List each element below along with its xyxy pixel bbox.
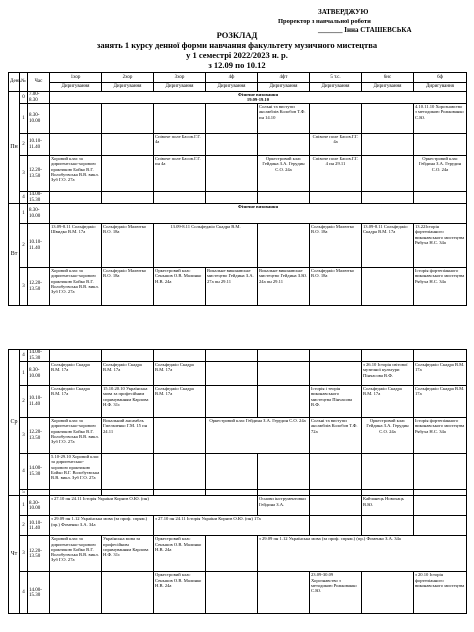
lesson-cell: Хоровий клас за диригентсько-хоровою практикою Бойко В.Г. Волобуєвська В.В. викл. Зуб Г.О. 27а [50, 268, 102, 306]
subheader: Диригування [206, 83, 258, 92]
lesson-cell: Сольфеджіо Малютко В.О. 18а [102, 224, 154, 268]
time-slot: 10.10-11.40 [28, 224, 50, 268]
lesson-cell: Оркестровий клас Сеньшов О.В. Малинко Н.В. 24а [154, 268, 206, 306]
time-slot: 8.30-10.00 [28, 104, 50, 134]
approve-label: ЗАТВЕРДЖУЮ [318, 8, 369, 16]
lesson-cell [102, 134, 154, 156]
lesson-cell [362, 516, 414, 536]
lesson-cell [206, 386, 258, 418]
lesson-cell: 13.09-8.11 Сольфеджіо Скадра В.М. 17а [362, 224, 414, 268]
time-slot: 14.00-15.30 [28, 192, 50, 204]
group-header: 1хор [50, 73, 102, 83]
lesson-cell: Співоче поле Басов.Г.Г. 4а [154, 134, 206, 156]
pair-number: 2 [20, 224, 28, 268]
time-slot: 10.10-11.40 [28, 134, 50, 156]
title-sub: занять 1 курсу денної форми навчання факультету музичного мистецтва [96, 40, 378, 50]
num-header: № [20, 73, 28, 92]
lesson-cell: Сольфеджіо Скадра В.М. 17а [50, 386, 102, 418]
time-slot: 10.10-11.40 [28, 516, 50, 536]
lesson-cell: Історія фортепіанного виконавського мистецтва Рябуха Н.С. 34а [414, 418, 467, 454]
lesson-cell [310, 516, 362, 536]
lesson-cell [258, 224, 310, 268]
lesson-cell: з 27.10 пн 24.11 Історія України Корнєв О.Ю. (пн) 17а [154, 516, 310, 536]
lesson-cell [414, 516, 467, 536]
pair-number: 5 [20, 490, 28, 496]
lesson-cell: 23.09-30.09 Хорознавство з методикою Рожкованко С.Ю. [310, 572, 362, 614]
lesson-cell: Сольфеджіо Малютко В.О. 18а [310, 224, 362, 268]
pair-number: 1 [20, 496, 28, 516]
lesson-cell [414, 134, 467, 156]
lesson-cell [206, 572, 258, 614]
lesson-cell: Сольні та виступи ансамблів Колобов Т.Ф. пн 14.10 [258, 104, 310, 134]
lesson-cell: Оркестровий клас Гейдина З.А. Герудин С.О. 24а [362, 418, 414, 454]
lesson-cell: Оркестровий клас Гейдина З.А. Герудин С.О. 24а [258, 156, 310, 192]
pair-number: 3 [20, 418, 28, 454]
lesson-cell [50, 92, 467, 104]
lesson-cell [258, 362, 310, 386]
time-slot: 12.20-13.50 [28, 156, 50, 192]
pair-number: 2 [20, 386, 28, 418]
time-slot: 7.00-8.30 [28, 92, 50, 104]
day-tuesday: Вт [9, 204, 20, 306]
lesson-cell: Сольфеджіо Скадра В.М. 17а [362, 386, 414, 418]
lesson-cell: Історія фортепіанного виконавського мистецтва Рябуха Н.С. 34а [414, 268, 467, 306]
lesson-cell [50, 572, 102, 614]
time-slot: 8.30-10.00 [28, 362, 50, 386]
title-semester: у 1 семестрі 2022/2023 н. р. [186, 50, 288, 60]
pair-number: 4 [20, 454, 28, 490]
lesson-cell: Оркестровий клас Сеньшов О.В. Малинко Н.В. 24а [154, 536, 206, 572]
lesson-cell [102, 454, 154, 490]
lesson-cell: Хоровий клас за диригентсько-хоровою практикою Бойко В.Г. Волобуєвська В.В. викл. Зуб Г.О. 27а [50, 156, 102, 192]
pair-number: 4 [20, 192, 28, 204]
document-title [0, 30, 474, 70]
lesson-cell: Сольфеджіо Скадра В.М. 17а [102, 362, 154, 386]
lesson-cell: Основи інструментовки Гейдина З.А. [258, 496, 310, 516]
lesson-cell: з 27.10 пн 24.11 Історія України Корнєв О.Ю. (пн) [50, 496, 258, 516]
lesson-cell [258, 572, 310, 614]
day-thursday: Чт [9, 496, 20, 614]
lesson-cell: Сольфеджіо Малютко В.О. 18а [102, 268, 154, 306]
lesson-cell [154, 418, 206, 454]
lesson-cell [310, 192, 362, 204]
lesson-cell [102, 156, 154, 192]
group-header: 4фт [258, 73, 310, 83]
lesson-cell: Українська мова за професійним спрямуванням Карлова Н.Ф. 31с [102, 536, 154, 572]
time-slot: 14.00-15.30 [28, 350, 50, 362]
pair-number: 2 [20, 134, 28, 156]
lesson-cell: 4.10.11.10 Хорознавство з методикою Рожкованко С.Ю. [414, 104, 467, 134]
lesson-cell: Хоровий клас за диригентсько-хоровою практикою Бойко В.Г. Волобуєвська В.В. викл. Зуб Г.О. 27а [50, 418, 102, 454]
lesson-cell: Сольні та виступи ансамблів Колобов Т.Ф. 72а [310, 418, 362, 454]
group-header: 5 т.с. [310, 73, 362, 83]
lesson-cell [362, 192, 414, 204]
time-slot: 8.30-10.00 [28, 204, 50, 224]
group-header: 4ф [206, 73, 258, 83]
time-slot: 10.10-11.40 [28, 386, 50, 418]
lesson-cell: Вокальний ансамбль Гмельченко Г.М. 15 пн 24.11 [102, 418, 154, 454]
lesson-cell [310, 104, 362, 134]
lesson-cell [50, 192, 102, 204]
lesson-dates: 19.09-19.10 [246, 97, 270, 103]
time-slot: 12.20-13.50 [28, 268, 50, 306]
subheader: Диригування [362, 83, 414, 92]
lesson-cell: Сольфеджіо Скадра В.М. 17а [154, 386, 206, 418]
pair-number: 3 [20, 268, 28, 306]
lesson-cell: Сольфеджіо Скадра В.М. 17а [414, 362, 467, 386]
lesson-cell [362, 268, 414, 306]
lesson-cell [362, 134, 414, 156]
lesson-cell: з 26.10 Історія світової музичної культури Пінчасова В.Ф. [362, 362, 414, 386]
lesson-cell [258, 192, 310, 204]
lesson-cell: Співоче поле Басов.Г.Г. 4а [310, 134, 362, 156]
lesson-cell [414, 192, 467, 204]
lesson-cell [310, 350, 362, 362]
lesson-cell [206, 156, 258, 192]
lesson-cell [154, 192, 206, 204]
lesson-title: Фізичне виховання [237, 92, 279, 97]
lesson-cell [362, 156, 414, 192]
pair-number: 3 [20, 156, 28, 192]
lesson-cell: з 20.10 Історія фортепіанного виконавського мистецтва [414, 572, 467, 614]
lesson-cell [258, 350, 310, 362]
lesson-cell [50, 134, 102, 156]
time-slot: 8.30-10.00 [28, 496, 50, 516]
lesson-cell [258, 454, 310, 490]
lesson-cell: Хоровий клас за диригентсько-хоровою практикою Бойко В.Г. Волобуєвська В.В. викл. Зуб Г.О. 27а [50, 536, 102, 572]
lesson-cell [414, 454, 467, 490]
lesson-cell [206, 192, 258, 204]
lesson-cell [102, 104, 154, 134]
pair-number: 2 [20, 516, 28, 536]
lesson-cell [362, 104, 414, 134]
lesson-cell [414, 350, 467, 362]
lesson-cell: Оркестровий клас Сеньшов О.В. Малинко Н.В. 24а [154, 572, 206, 614]
lesson-cell [154, 350, 206, 362]
pair-number: 1 [20, 104, 28, 134]
lesson-cell [362, 572, 414, 614]
lesson-cell: з 29.09 пн 1.12 Українська мова (за проф. спрям.) (пр.) Фоменко З.А. 34а [258, 536, 467, 572]
lesson-cell: Сольфеджіо Скадра В.М. 17а [154, 362, 206, 386]
title-main: РОЗКЛАД [216, 30, 258, 40]
subheader: Диригування [102, 83, 154, 92]
lesson-cell: Вокальне виконавське мистецтво Гейдина З.Ю. 24а пн 29.11 [258, 268, 310, 306]
lesson-cell [206, 134, 258, 156]
lesson-cell [206, 362, 258, 386]
day-monday: Пн [9, 92, 20, 204]
lesson-cell [414, 496, 467, 516]
lesson-cell: 15.10.20.10 Українська мова за професійним спрямуванням Карлова Н.Ф. 31с [102, 386, 154, 418]
subheader: Диригування [154, 83, 206, 92]
lesson-cell: Сольфеджіо Скадра В.М. 17а [414, 386, 467, 418]
lesson-cell [102, 192, 154, 204]
lesson-cell: 13.22Історія фортепіанного виконавського мистецтва Рябуха Н.С. 34а [414, 224, 467, 268]
schedule-table-page1 [8, 72, 467, 306]
time-slot: 12.20-13.50 [28, 536, 50, 572]
lesson-cell: Сольфеджіо Малютко В.О. 18а [310, 268, 362, 306]
lesson-cell [102, 572, 154, 614]
lesson-cell [258, 386, 310, 418]
lesson-cell [154, 454, 206, 490]
subheader: Диригування [310, 83, 362, 92]
time-slot: 12.20-13.50 [28, 418, 50, 454]
lesson-cell: Історія і теорія виконавського мистецтва Пінчасова В.Ф. [310, 386, 362, 418]
time-header: Час [28, 73, 50, 92]
subheader: Диригування [414, 83, 467, 92]
signature-line: _______ Інна СТАШЕВСЬКА [318, 26, 412, 34]
day-wednesday: Ср [9, 350, 20, 496]
pair-number: 1 [20, 362, 28, 386]
group-header: 6нс [362, 73, 414, 83]
pair-number: 4 [20, 572, 28, 614]
lesson-cell [258, 134, 310, 156]
lesson-cell [50, 104, 102, 134]
schedule-table-page2 [8, 349, 467, 614]
lesson-cell: Співоче поле Басов.Г.Г. пн 4а [154, 156, 206, 192]
pair-number: 4 [20, 350, 28, 362]
lesson-cell [310, 362, 362, 386]
time-slot: 14.00-15.30 [28, 572, 50, 614]
lesson-cell: Вокальне виконавське мистецтво Гейдина З.А. 27а пн 29.11 [206, 268, 258, 306]
prorector-label: Проректор з навчальної роботи [278, 18, 371, 25]
lesson-cell [206, 454, 258, 490]
lesson-cell: Фізичне виховання [50, 204, 467, 224]
pair-number: 0 [20, 92, 28, 104]
lesson-cell [154, 104, 206, 134]
pair-number: 3 [20, 536, 28, 572]
lesson-cell: Сольфеджіо Скадра В.М. 17а [50, 362, 102, 386]
lesson-cell [50, 350, 102, 362]
pair-number: 1 [20, 204, 28, 224]
lesson-cell [206, 536, 258, 572]
subheader: Диригування [258, 83, 310, 92]
group-header: 6ф [414, 73, 467, 83]
lesson-cell: 5.10-29.10 Хоровий клас за диригентсько-хоровою практикою Бойко В.Г. Волобуєвська В.В. викл. Зуб Г.О. 27а [50, 454, 102, 490]
lesson-cell [102, 350, 154, 362]
lesson-cell: 13.09-8.11 Сольфеджіо Швидко В.М. 17а [50, 224, 102, 268]
time-slot: 14.00-15.30 [28, 454, 50, 490]
subheader: Диригування [50, 83, 102, 92]
group-header: 3хор [154, 73, 206, 83]
lesson-cell: 13.09-8.11 Сольфеджіо Скадра В.М. [154, 224, 258, 268]
lesson-cell: Кайчанець Новохаць В.Ю. [362, 496, 414, 516]
lesson-cell [310, 454, 362, 490]
group-header: 2хор [102, 73, 154, 83]
day-header: День [9, 73, 20, 92]
lesson-cell [362, 454, 414, 490]
lesson-cell: з 29.09 пн 1.12 Українська мова (за проф. спрям.) (пр.) Фоменко З.А. 34а [50, 516, 154, 536]
lesson-cell [362, 350, 414, 362]
lesson-cell: Оркестровий клас Гейдина З.А. Герудин С.О. 24а [206, 418, 310, 454]
lesson-cell [206, 104, 258, 134]
lesson-cell: Оркестровий клас Гейдина З.А. Герудин С.О. 24а [414, 156, 467, 192]
lesson-cell: Співоче поле Басов.Г.Г. 4 пн 29.11 [310, 156, 362, 192]
lesson-cell [310, 496, 362, 516]
lesson-cell [206, 350, 258, 362]
title-period: з 12.09 по 10.12 [208, 60, 266, 70]
